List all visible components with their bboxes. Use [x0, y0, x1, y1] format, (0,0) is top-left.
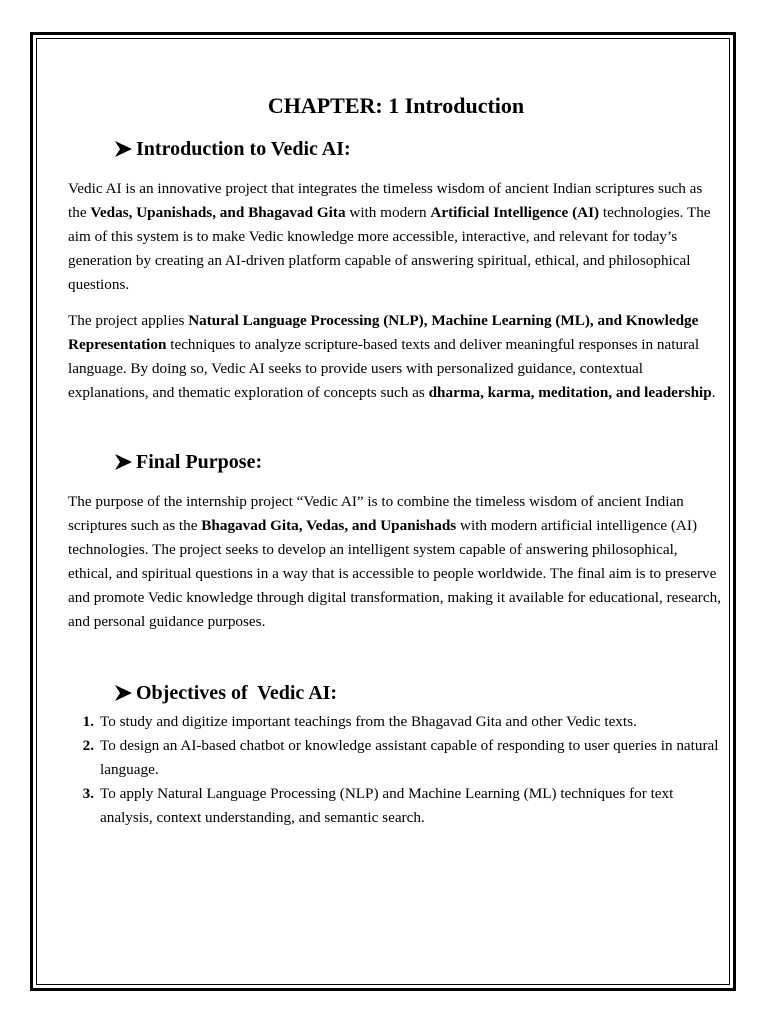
intro-paragraph-2: [68, 309, 724, 405]
arrowhead-bullet-icon: [114, 453, 133, 471]
list-item-text: To apply Natural Language Processing (NLP) and Machine Learning (ML) techniques for text analysis, context understanding, and semantic search.: [100, 785, 674, 826]
intro-p2-bold-2: dharma, karma, meditation, and leadership: [428, 384, 712, 401]
purpose-p1-text-1: The purpose of the internship project “Vedic AI” is to combine the timeless wisdom of ancient Indian scriptures such as the: [68, 493, 684, 534]
intro-p1-text-1: Vedic AI is an innovative project that integrates the timeless wisdom of ancient Indian scriptures such as the: [68, 180, 703, 221]
list-item-number: 1.: [82, 713, 94, 730]
page-content: [68, 88, 724, 830]
intro-p2-text-2: techniques to analyze scripture-based texts and deliver meaningful responses in natural language. By doing so, Vedic AI seeks to provide users with personalized guidance, contextual explanations, and thematic exploration of concepts such as: [68, 336, 700, 401]
list-item: [68, 782, 724, 830]
section-heading-objectives: [114, 678, 724, 708]
list-item-number: 3.: [82, 785, 94, 802]
intro-p1-text-3: technologies. The aim of this system is to make Vedic knowledge more accessible, interactive, and relevant for today’s generation by creating an AI-driven platform capable of answering spiritual, ethical, and philosophical questions.: [68, 204, 711, 293]
list-item-text: To design an AI-based chatbot or knowledge assistant capable of responding to user queries in natural language.: [100, 737, 719, 778]
section-heading-objectives-text: Objectives of Vedic AI:: [136, 681, 338, 704]
intro-p1-bold-1: Vedas, Upanishads, and Bhagavad Gita: [90, 204, 346, 221]
arrowhead-bullet-icon: [114, 684, 133, 702]
section-heading-purpose-text: Final Purpose:: [136, 450, 263, 473]
intro-p2-text-1: The project applies: [68, 312, 189, 329]
chapter-title: CHAPTER: 1 Introduction: [267, 93, 525, 118]
section-heading-intro-text: Introduction to Vedic AI:: [136, 137, 351, 160]
intro-p1-text-2: with modern: [345, 204, 431, 221]
section-heading-intro: [114, 134, 724, 164]
list-item: [68, 734, 724, 782]
arrowhead-bullet-icon: [114, 140, 133, 158]
list-item-number: 2.: [82, 737, 94, 754]
intro-paragraph-1: [68, 177, 724, 297]
objectives-list: [68, 710, 724, 830]
purpose-paragraph-1: [68, 490, 724, 634]
list-item: [68, 710, 724, 734]
section-heading-purpose: [114, 447, 724, 477]
intro-p2-bold-1: Natural Language Processing (NLP), Machine Learning (ML), and Knowledge Representation: [68, 312, 699, 353]
list-item-text: To study and digitize important teachings from the Bhagavad Gita and other Vedic texts.: [100, 713, 637, 730]
purpose-p1-bold-1: Bhagavad Gita, Vedas, and Upanishads: [201, 517, 457, 534]
purpose-p1-text-2: with modern artificial intelligence (AI) technologies. The project seeks to develop an intelligent system capable of answering philosophical, ethical, and spiritual questions in a way that is accessible to people worldwide. The final aim is to preserve and promote Vedic knowledge through digital transformation, making it available for educational, research, and personal guidance purposes.: [68, 517, 721, 630]
intro-p1-bold-2: Artificial Intelligence (AI): [430, 204, 600, 221]
intro-p2-text-3: .: [711, 384, 716, 401]
